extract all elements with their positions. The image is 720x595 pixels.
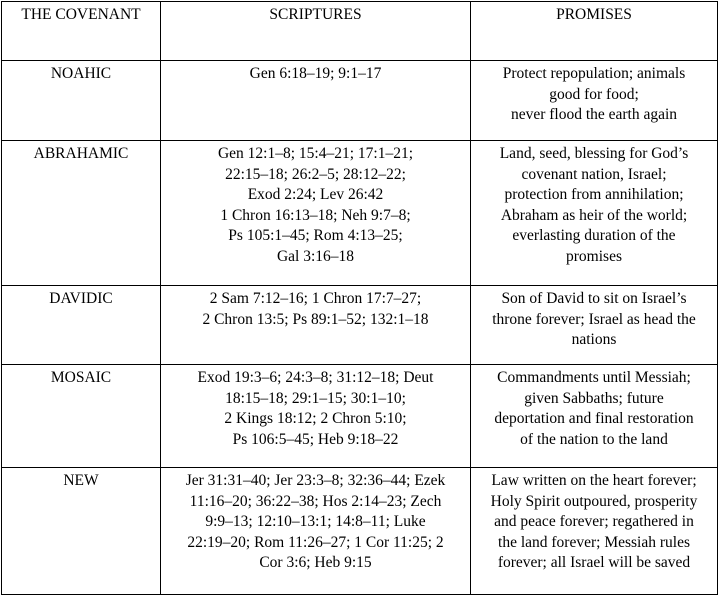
promise-line: protection from annihilation; — [504, 186, 684, 204]
scripture-line: Ps 106:5–45; Heb 9:18–22 — [232, 430, 399, 448]
promise-line: covenant nation, Israel; — [521, 165, 667, 183]
covenant-name: DAVIDIC — [2, 286, 161, 365]
scripture-line: Jer 31:31–40; Jer 23:3–8; 32:36–44; Ezek — [185, 472, 446, 489]
promise-line: never flood the earth again — [510, 106, 678, 124]
scriptures-cell — [161, 365, 471, 468]
promise-line: nations — [571, 331, 617, 349]
promises-cell — [471, 141, 718, 286]
scripture-line: 11:16–20; 36:22–38; Hos 2:14–23; Zech — [189, 492, 442, 510]
scripture-line: Exod 2:24; Lev 26:42 — [247, 186, 384, 204]
promise-line: given Sabbaths; future — [524, 389, 664, 407]
header-covenant: THE COVENANT — [2, 2, 161, 61]
table-row — [2, 286, 718, 365]
promise-line: Commandments until Messiah; — [497, 369, 691, 386]
promises-cell — [471, 61, 718, 141]
promise-line: Protect repopulation; animals — [502, 65, 686, 82]
scripture-line: 18:15–18; 29:1–15; 30:1–10; — [225, 389, 406, 407]
promise-line: of the nation to the land — [520, 430, 668, 448]
scripture-line: 22:15–18; 26:2–5; 28:12–22; — [225, 165, 406, 183]
promise-line: Holy Spirit outpoured, prosperity — [490, 492, 698, 510]
promises-cell — [471, 468, 718, 595]
scripture-line: Ps 105:1–45; Rom 4:13–25; — [228, 227, 403, 245]
scriptures-cell — [161, 141, 471, 286]
covenant-name: MOSAIC — [2, 365, 161, 468]
scripture-line: Cor 3:6; Heb 9:15 — [259, 554, 372, 572]
scripture-line: Gen 6:18–19; 9:1–17 — [249, 65, 382, 82]
scripture-line: 1 Chron 16:13–18; Neh 9:7–8; — [220, 206, 411, 224]
covenant-name: NOAHIC — [2, 61, 161, 141]
promise-line: throne forever; Israel as head the — [492, 310, 696, 328]
scripture-line: 9:9–13; 12:10–13:1; 14:8–11; Luke — [205, 513, 426, 531]
promise-line: Son of David to sit on Israel’s — [501, 290, 687, 307]
scripture-line: Exod 19:3–6; 24:3–8; 31:12–18; Deut — [197, 369, 434, 386]
header-promises: PROMISES — [471, 2, 718, 61]
scripture-line: 2 Sam 7:12–16; 1 Chron 17:7–27; — [209, 290, 422, 307]
covenant-name: NEW — [2, 468, 161, 595]
scriptures-cell — [161, 286, 471, 365]
promises-cell — [471, 365, 718, 468]
scripture-line: Gal 3:16–18 — [276, 247, 355, 265]
promise-line: deportation and final restoration — [494, 410, 694, 428]
header-row — [2, 2, 718, 61]
scriptures-cell — [161, 61, 471, 141]
promise-line: promises — [566, 247, 622, 265]
table-row — [2, 141, 718, 286]
scripture-line: Gen 12:1–8; 15:4–21; 17:1–21; — [217, 145, 414, 162]
table-row — [2, 468, 718, 595]
covenants-table — [1, 1, 718, 595]
promise-line: Land, seed, blessing for God’s — [499, 145, 689, 162]
promise-line: good for food; — [549, 85, 639, 103]
scriptures-cell — [161, 468, 471, 595]
scripture-line: 22:19–20; Rom 11:26–27; 1 Cor 11:25; 2 — [187, 533, 444, 551]
promise-line: and peace forever; regathered in — [494, 513, 694, 531]
scripture-line: 2 Chron 13:5; Ps 89:1–52; 132:1–18 — [202, 310, 429, 328]
header-scriptures: SCRIPTURES — [161, 2, 471, 61]
promise-line: everlasting duration of the — [512, 227, 676, 245]
table-row — [2, 61, 718, 141]
promise-line: forever; all Israel will be saved — [497, 554, 691, 572]
promise-line: the land forever; Messiah rules — [498, 533, 690, 551]
covenant-name: ABRAHAMIC — [2, 141, 161, 286]
scripture-line: 2 Kings 18:12; 2 Chron 5:10; — [224, 410, 407, 428]
promise-line: Law written on the heart forever; — [491, 472, 697, 489]
promises-cell — [471, 286, 718, 365]
promise-line: Abraham as heir of the world; — [500, 206, 688, 224]
table-row — [2, 365, 718, 468]
